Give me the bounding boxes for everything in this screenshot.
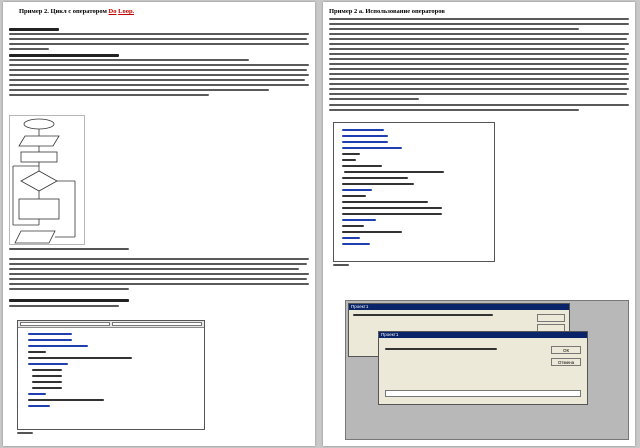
text-line — [329, 88, 629, 90]
dialog-front-prompt — [385, 348, 497, 350]
text-line — [9, 89, 269, 91]
code-listing — [333, 122, 495, 262]
code-line — [28, 357, 132, 359]
code-line — [342, 213, 442, 215]
heading-main: Цикл с оператором — [50, 8, 107, 15]
dialog-back-prompt — [353, 314, 493, 316]
text-line — [9, 268, 299, 270]
code-line — [342, 135, 388, 137]
procedure-combo — [112, 322, 202, 326]
code-line — [342, 159, 356, 161]
text-line — [329, 28, 579, 30]
text-line — [9, 84, 309, 86]
code-line — [28, 399, 104, 401]
text-line — [9, 263, 307, 265]
code-line — [342, 237, 360, 239]
code-line — [342, 129, 384, 131]
text-line — [329, 18, 629, 20]
code-line — [342, 201, 428, 203]
text-line — [9, 64, 309, 66]
text-line — [9, 79, 305, 81]
text-line — [329, 104, 629, 106]
code-line — [28, 345, 88, 347]
code-line — [342, 147, 402, 149]
text-line — [329, 109, 579, 111]
text-line — [329, 43, 629, 45]
text-line — [329, 53, 629, 55]
heading-prefix: Пример 2. — [19, 8, 49, 15]
text-line — [9, 43, 309, 45]
flowchart — [9, 115, 85, 245]
code-line — [342, 153, 360, 155]
text-line — [9, 48, 49, 50]
dialog-front-cancel-button[interactable]: Отмена — [551, 358, 581, 366]
text-line — [9, 273, 309, 275]
dialog-back-title: Проект1 — [349, 304, 569, 310]
text-line — [9, 278, 307, 280]
text-line — [9, 33, 309, 35]
heading-prefix: Пример 2 а. — [329, 8, 364, 15]
code-line — [28, 393, 46, 395]
code-line — [28, 351, 46, 353]
text-line — [329, 63, 629, 65]
text-line — [329, 33, 629, 35]
right-page — [323, 2, 635, 446]
text-line — [329, 23, 629, 25]
code-line — [28, 363, 68, 365]
code-line — [342, 165, 382, 167]
code-line — [28, 333, 72, 335]
text-line — [329, 48, 625, 50]
code-line — [32, 369, 62, 371]
text-line — [329, 83, 627, 85]
dialog-back-ok-button[interactable] — [537, 314, 565, 322]
dialog-screenshot — [345, 300, 629, 440]
dialog-front — [378, 331, 588, 405]
code-line — [342, 243, 370, 245]
code-line — [342, 183, 414, 185]
figure-caption — [333, 264, 349, 266]
text-line — [329, 93, 627, 95]
left-page — [3, 2, 315, 446]
heading-main: Использование операторов — [365, 8, 445, 15]
left-page-heading — [19, 8, 134, 15]
code-line — [32, 381, 62, 383]
dialog-front-title: Проект1 — [379, 332, 587, 338]
text-line — [329, 68, 627, 70]
heading-keyword-do: Do — [108, 8, 117, 15]
code-line — [342, 231, 402, 233]
text-line — [329, 78, 629, 80]
text-line — [9, 299, 129, 302]
right-page-heading — [329, 8, 445, 15]
code-line — [342, 207, 442, 209]
figure-caption — [9, 248, 129, 250]
text-line — [9, 28, 59, 31]
text-line — [9, 258, 309, 260]
text-line — [329, 58, 627, 60]
dialog-front-ok-button[interactable]: ОК — [551, 346, 581, 354]
code-line — [344, 171, 444, 173]
object-combo — [20, 322, 110, 326]
code-line — [342, 219, 376, 221]
text-line — [9, 94, 209, 96]
text-line — [329, 38, 627, 40]
text-line — [9, 305, 119, 307]
code-line — [32, 375, 62, 377]
text-line — [9, 283, 309, 285]
code-line — [28, 339, 72, 341]
code-line — [342, 189, 372, 191]
text-line — [9, 59, 249, 61]
code-listing — [17, 320, 205, 430]
code-line — [342, 177, 408, 179]
dialog-front-input[interactable] — [385, 390, 581, 397]
text-line — [9, 54, 119, 57]
text-line — [9, 74, 309, 76]
code-line — [32, 387, 62, 389]
code-line — [342, 141, 388, 143]
text-line — [329, 73, 629, 75]
text-line — [9, 288, 129, 290]
text-line — [9, 38, 307, 40]
code-toolbar — [18, 321, 204, 328]
figure-caption — [17, 432, 33, 434]
heading-keyword-loop: Loop. — [118, 8, 135, 15]
code-line — [28, 405, 50, 407]
code-line — [342, 225, 364, 227]
text-line — [9, 69, 307, 71]
text-line — [329, 98, 419, 100]
code-line — [342, 195, 366, 197]
